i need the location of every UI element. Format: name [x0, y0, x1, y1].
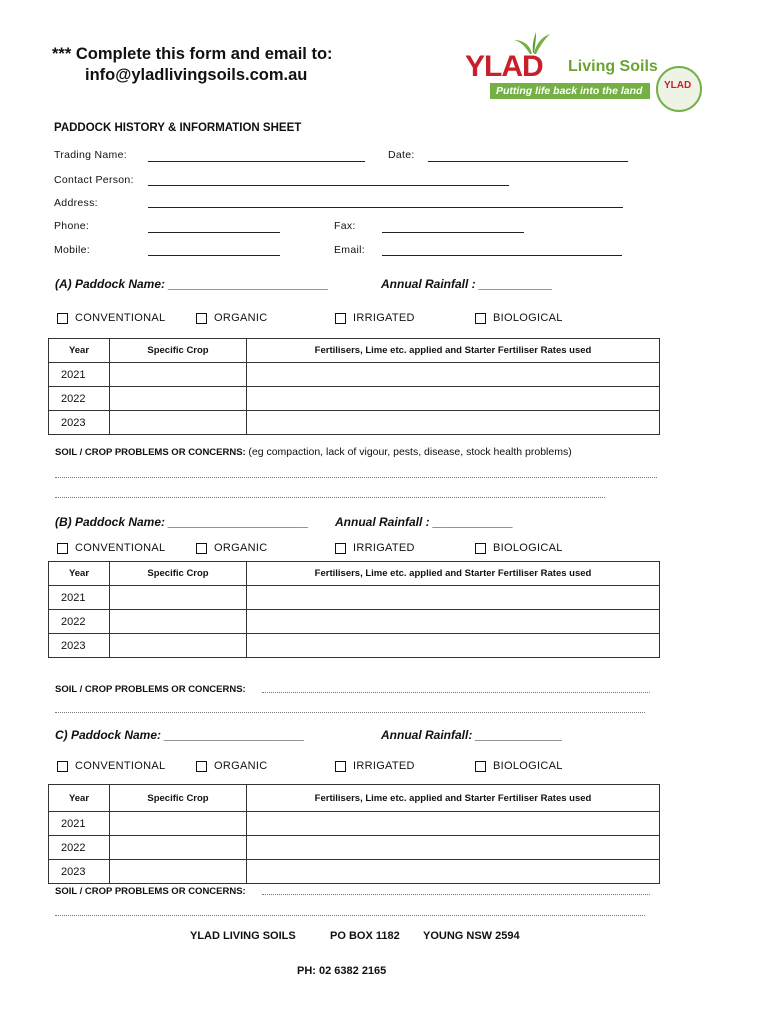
table-row: [49, 411, 660, 435]
email-label: Email:: [334, 244, 365, 256]
year-cell: 2022: [49, 610, 110, 634]
problems-c-line[interactable]: [55, 915, 645, 916]
date-line[interactable]: [428, 161, 628, 162]
paddock-a-table: [48, 338, 660, 435]
paddock-b-table: [48, 561, 660, 658]
year-cell: 2021: [49, 812, 110, 836]
option-biological[interactable]: BIOLOGICAL: [475, 312, 563, 324]
fax-line[interactable]: [382, 232, 524, 233]
checkbox-icon[interactable]: [335, 543, 346, 554]
crop-cell[interactable]: [110, 387, 247, 411]
crop-cell[interactable]: [110, 586, 247, 610]
address-label: Address:: [54, 197, 98, 209]
table-header-row: [49, 339, 660, 363]
logo-tagline: Putting life back into the land: [490, 83, 650, 99]
fertiliser-cell[interactable]: [247, 387, 660, 411]
date-label: Date:: [388, 149, 415, 161]
header-crop: Specific Crop: [110, 562, 247, 586]
email-line[interactable]: [382, 255, 622, 256]
problems-a-label: SOIL / CROP PROBLEMS OR CONCERNS: (eg compaction, lack of vigour, pests, disease, stock health problems): [55, 446, 572, 458]
table-row: [49, 363, 660, 387]
table-row: [49, 634, 660, 658]
option-organic[interactable]: ORGANIC: [196, 542, 267, 554]
logo-living-soils: Living Soils: [568, 58, 658, 75]
option-irrigated[interactable]: IRRIGATED: [335, 760, 415, 772]
checkbox-icon[interactable]: [57, 313, 68, 324]
fertiliser-cell[interactable]: [247, 363, 660, 387]
compost-badge-icon: [656, 66, 702, 112]
phone-line[interactable]: [148, 232, 280, 233]
problems-a-line[interactable]: [55, 497, 605, 498]
address-line[interactable]: [148, 207, 623, 208]
crop-cell[interactable]: [110, 634, 247, 658]
instruction-line: *** Complete this form and email to:: [52, 45, 333, 63]
footer-po-box: PO BOX 1182: [330, 930, 400, 942]
mobile-label: Mobile:: [54, 244, 90, 256]
crop-cell[interactable]: [110, 860, 247, 884]
table-header-row: [49, 562, 660, 586]
header-crop: Specific Crop: [110, 785, 247, 812]
year-cell: 2023: [49, 411, 110, 435]
crop-cell[interactable]: [110, 836, 247, 860]
mobile-line[interactable]: [148, 255, 280, 256]
crop-cell[interactable]: [110, 812, 247, 836]
header-fertilisers: Fertilisers, Lime etc. applied and Starter Fertiliser Rates used: [247, 562, 660, 586]
checkbox-icon[interactable]: [57, 543, 68, 554]
option-organic[interactable]: ORGANIC: [196, 312, 267, 324]
problems-b-line[interactable]: [55, 712, 645, 713]
fertiliser-cell[interactable]: [247, 836, 660, 860]
fertiliser-cell[interactable]: [247, 586, 660, 610]
fertiliser-cell[interactable]: [247, 812, 660, 836]
problems-a-line[interactable]: [55, 477, 657, 478]
table-header-row: [49, 785, 660, 812]
footer-company: YLAD LIVING SOILS: [190, 930, 296, 942]
paddock-c-table: [48, 784, 660, 884]
fertiliser-cell[interactable]: [247, 411, 660, 435]
checkbox-icon[interactable]: [335, 313, 346, 324]
ylad-logo: [462, 30, 708, 114]
problems-a-note: (eg compaction, lack of vigour, pests, disease, stock health problems): [248, 446, 572, 458]
problems-b-line[interactable]: [262, 692, 650, 693]
year-cell: 2021: [49, 363, 110, 387]
checkbox-icon[interactable]: [475, 761, 486, 772]
email-address: info@yladlivingsoils.com.au: [85, 66, 308, 84]
paddock-a-rainfall[interactable]: Annual Rainfall : ___________: [381, 277, 553, 291]
option-conventional[interactable]: CONVENTIONAL: [57, 542, 165, 554]
year-cell: 2022: [49, 836, 110, 860]
table-row: [49, 586, 660, 610]
year-cell: 2023: [49, 634, 110, 658]
year-cell: 2023: [49, 860, 110, 884]
contact-person-label: Contact Person:: [54, 174, 134, 186]
checkbox-icon[interactable]: [196, 313, 207, 324]
option-conventional[interactable]: CONVENTIONAL: [57, 312, 165, 324]
option-irrigated[interactable]: IRRIGATED: [335, 312, 415, 324]
option-organic[interactable]: ORGANIC: [196, 760, 267, 772]
footer-phone: PH: 02 6382 2165: [297, 965, 387, 977]
paddock-c-rainfall[interactable]: Annual Rainfall: _____________: [381, 728, 563, 742]
checkbox-icon[interactable]: [196, 761, 207, 772]
paddock-a-name[interactable]: (A) Paddock Name: ________________________: [55, 277, 329, 291]
table-row: [49, 387, 660, 411]
header-year: Year: [49, 562, 110, 586]
paddock-b-name[interactable]: (B) Paddock Name: _____________________: [55, 515, 309, 529]
fertiliser-cell[interactable]: [247, 860, 660, 884]
option-irrigated[interactable]: IRRIGATED: [335, 542, 415, 554]
phone-label: Phone:: [54, 220, 90, 232]
footer-town: YOUNG NSW 2594: [423, 930, 520, 942]
header-year: Year: [49, 339, 110, 363]
year-cell: 2022: [49, 387, 110, 411]
paddock-c-name[interactable]: C) Paddock Name: _____________________: [55, 728, 305, 742]
sheet-title: PADDOCK HISTORY & INFORMATION SHEET: [54, 122, 302, 134]
year-cell: 2021: [49, 586, 110, 610]
checkbox-icon[interactable]: [196, 543, 207, 554]
fertiliser-cell[interactable]: [247, 634, 660, 658]
table-row: [49, 812, 660, 836]
contact-person-line[interactable]: [148, 185, 509, 186]
problems-c-line[interactable]: [262, 894, 650, 895]
problems-c-label: SOIL / CROP PROBLEMS OR CONCERNS:: [55, 886, 246, 897]
checkbox-icon[interactable]: [335, 761, 346, 772]
paddock-b-rainfall[interactable]: Annual Rainfall : ____________: [335, 515, 514, 529]
table-row: [49, 836, 660, 860]
problems-b-label: SOIL / CROP PROBLEMS OR CONCERNS:: [55, 684, 246, 695]
checkbox-icon[interactable]: [57, 761, 68, 772]
option-conventional[interactable]: CONVENTIONAL: [57, 760, 165, 772]
logo-brand: YLAD: [465, 50, 543, 83]
form-instructions: [52, 44, 333, 86]
crop-cell[interactable]: [110, 363, 247, 387]
table-row: [49, 860, 660, 884]
fertiliser-cell[interactable]: [247, 610, 660, 634]
header-fertilisers: Fertilisers, Lime etc. applied and Starter Fertiliser Rates used: [247, 785, 660, 812]
trading-name-label: Trading Name:: [54, 149, 127, 161]
option-biological[interactable]: BIOLOGICAL: [475, 760, 563, 772]
badge-text: YLAD: [664, 80, 692, 91]
option-biological[interactable]: BIOLOGICAL: [475, 542, 563, 554]
header-fertilisers: Fertilisers, Lime etc. applied and Starter Fertiliser Rates used: [247, 339, 660, 363]
crop-cell[interactable]: [110, 411, 247, 435]
checkbox-icon[interactable]: [475, 313, 486, 324]
crop-cell[interactable]: [110, 610, 247, 634]
table-row: [49, 610, 660, 634]
checkbox-icon[interactable]: [475, 543, 486, 554]
header-crop: Specific Crop: [110, 339, 247, 363]
trading-name-line[interactable]: [148, 161, 365, 162]
header-year: Year: [49, 785, 110, 812]
fax-label: Fax:: [334, 220, 356, 232]
